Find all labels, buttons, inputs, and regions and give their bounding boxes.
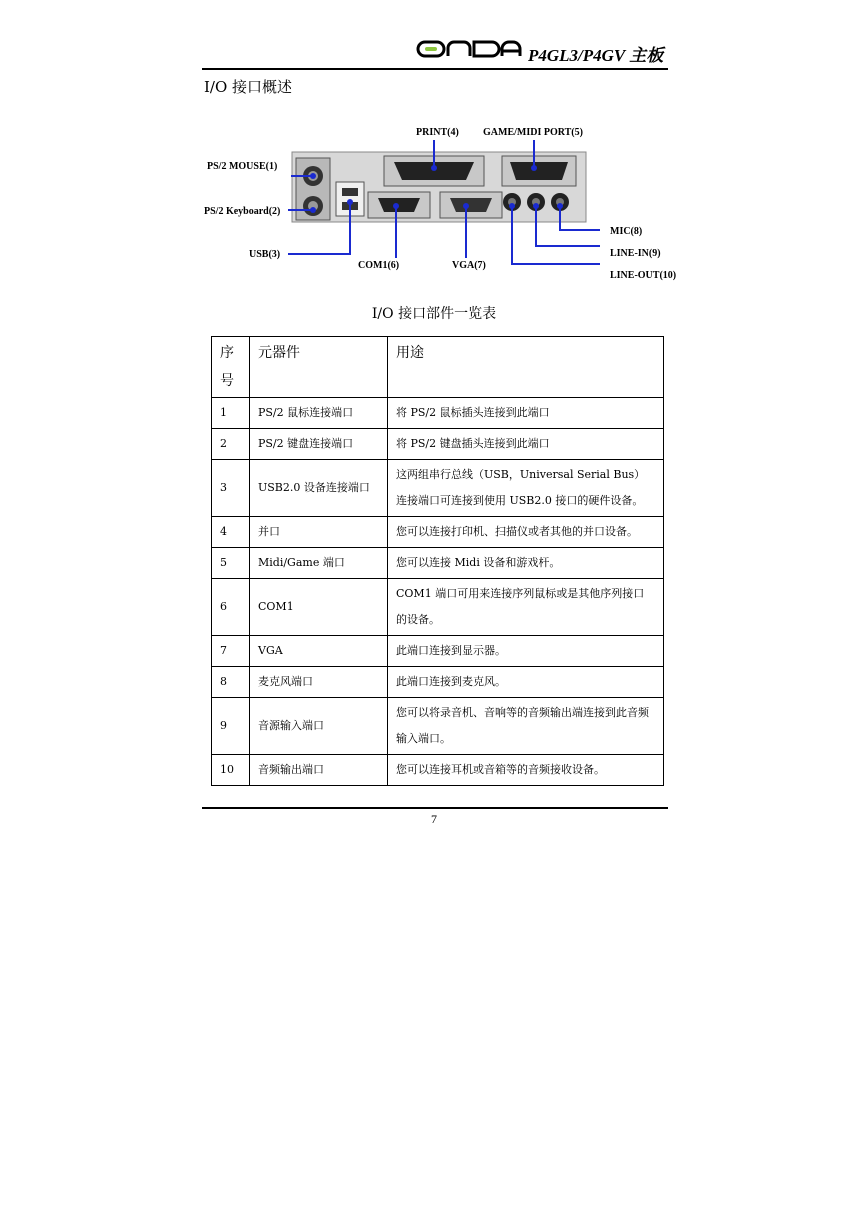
row-use: 您可以连接耳机或音箱等的音频接收设备。 xyxy=(388,755,664,786)
row-part: 音频输出端口 xyxy=(250,755,388,786)
vga-port xyxy=(440,192,502,218)
table-caption: I/O 接口部件一览表 xyxy=(371,306,497,322)
row-part: COM1 xyxy=(250,579,388,636)
row-no: 6 xyxy=(212,579,250,636)
header-use: 用途 xyxy=(388,337,664,398)
label-com1: COM1(6) xyxy=(358,260,400,271)
row-no: 5 xyxy=(212,548,250,579)
io-parts-table xyxy=(211,336,664,786)
table-row xyxy=(212,460,664,517)
table-row xyxy=(212,636,664,667)
label-line-out: LINE-OUT(10) xyxy=(610,270,677,281)
row-part: 音源输入端口 xyxy=(250,698,388,755)
header-no: 序号 xyxy=(212,337,250,398)
table-row xyxy=(212,398,664,429)
table-row xyxy=(212,517,664,548)
row-no: 8 xyxy=(212,667,250,698)
label-line-in: LINE-IN(9) xyxy=(610,248,661,259)
table-header-row xyxy=(212,337,664,398)
row-part: VGA xyxy=(250,636,388,667)
row-use: 将 PS/2 键盘插头连接到此端口 xyxy=(388,429,664,460)
row-use: 此端口连接到显示器。 xyxy=(388,636,664,667)
table-row xyxy=(212,755,664,786)
table-row xyxy=(212,579,664,636)
game-port xyxy=(502,156,576,186)
label-mic: MIC(8) xyxy=(610,226,643,237)
io-panel-diagram xyxy=(196,118,696,288)
row-no: 7 xyxy=(212,636,250,667)
row-use: 将 PS/2 鼠标插头连接到此端口 xyxy=(388,398,664,429)
label-mouse: PS/2 MOUSE(1) xyxy=(207,161,278,172)
row-part: PS/2 键盘连接端口 xyxy=(250,429,388,460)
row-no: 3 xyxy=(212,460,250,517)
label-keyboard: PS/2 Keyboard(2) xyxy=(204,206,281,217)
page-number: 7 xyxy=(431,812,437,826)
row-no: 4 xyxy=(212,517,250,548)
row-use: COM1 端口可用来连接序列鼠标或是其他序列接口的设备。 xyxy=(388,579,664,636)
table-row xyxy=(212,548,664,579)
page-footer-rule xyxy=(202,807,668,809)
table-row xyxy=(212,667,664,698)
row-use: 这两组串行总线（USB，Universal Serial Bus）连接端口可连接到使用 USB2.0 接口的硬件设备。 xyxy=(388,460,664,517)
com1-port xyxy=(368,192,430,218)
table-row xyxy=(212,429,664,460)
row-use: 此端口连接到麦克风。 xyxy=(388,667,664,698)
row-part: 并口 xyxy=(250,517,388,548)
row-part: USB2.0 设备连接端口 xyxy=(250,460,388,517)
header-part: 元器件 xyxy=(250,337,388,398)
row-use: 您可以连接 Midi 设备和游戏杆。 xyxy=(388,548,664,579)
row-part: Midi/Game 端口 xyxy=(250,548,388,579)
label-usb: USB(3) xyxy=(249,249,281,260)
row-part: 麦克风端口 xyxy=(250,667,388,698)
row-use: 您可以连接打印机、扫描仪或者其他的并口设备。 xyxy=(388,517,664,548)
row-no: 10 xyxy=(212,755,250,786)
row-part: PS/2 鼠标连接端口 xyxy=(250,398,388,429)
section-title: I/O 接口概述 xyxy=(204,78,293,96)
row-no: 9 xyxy=(212,698,250,755)
table-row xyxy=(212,698,664,755)
label-game: GAME/MIDI PORT(5) xyxy=(483,127,583,138)
row-no: 1 xyxy=(212,398,250,429)
model-title: P4GL3/P4GV 主板 xyxy=(528,46,664,65)
row-no: 2 xyxy=(212,429,250,460)
page-header xyxy=(202,38,668,70)
label-print: PRINT(4) xyxy=(416,127,459,138)
row-use: 您可以将录音机、音响等的音频输出端连接到此音频输入端口。 xyxy=(388,698,664,755)
label-vga: VGA(7) xyxy=(452,260,486,271)
onda-logo xyxy=(416,39,528,59)
